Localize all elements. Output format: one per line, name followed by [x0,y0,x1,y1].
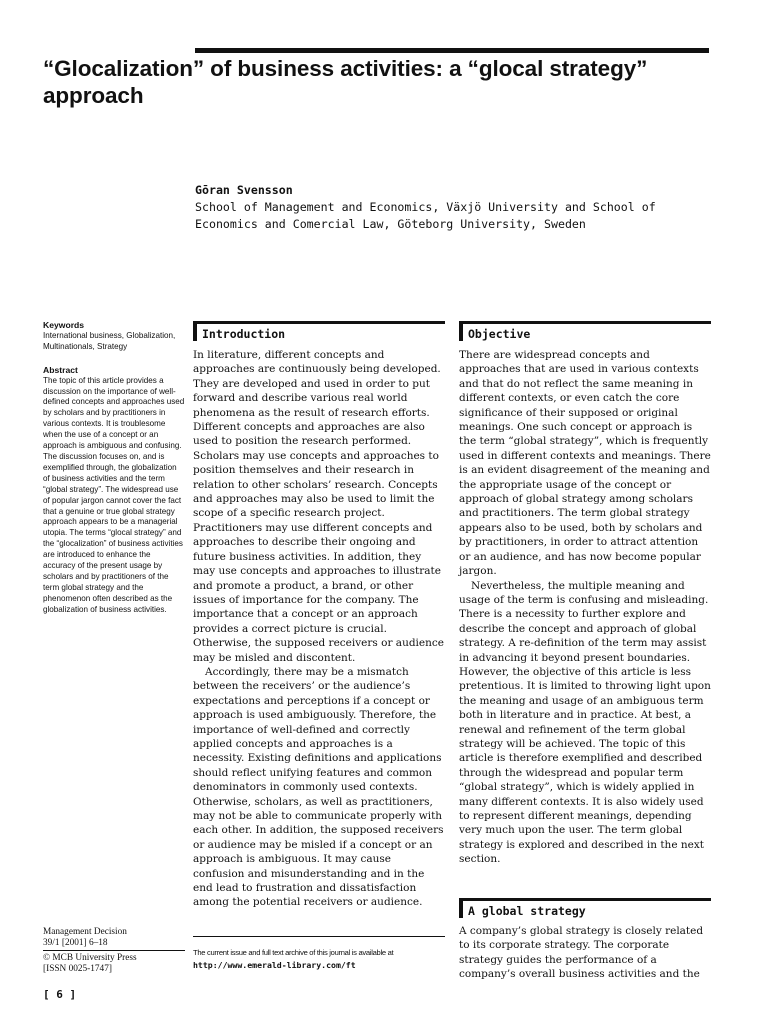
global-strategy-section [459,898,711,982]
article-title: “Glocalization” of business activities: a “glocal strategy” approach [43,56,648,108]
author-affiliation: School of Management and Economics, Växjö University and School of Economics and Comercial Law, Göteborg University, Sweden [195,200,656,231]
global-strategy-body [459,924,711,982]
objective-heading: Objective [459,321,711,341]
global-strategy-paragraph: A company’s global strategy is closely related to its corporate strategy. The corporate strategy guides the performance of a company’s overall business activities and the [459,925,704,981]
global-strategy-heading: A global strategy [459,898,711,918]
footer-archive-link[interactable]: http://www.emerald-library.com/ft [193,960,356,970]
sidebar [43,320,185,628]
introduction-paragraph: Accordingly, there may be a mismatch between the receivers’ or the audience’s expectations and perceptions if a concept or approach is used ambiguously. Therefore, the importance of well-defined and correctly applied concepts and approaches is a necessity. Existing definitions and applications should reflect unifying features and common denominators in commonly used contexts. Otherwise, scholars, as well as practitioners, may not be able to communicate properly with each other. In addition, the supposed receivers or audience may be misled if a concept or an approach is ambiguous. It may cause confusion and misunderstanding and in the end lead to frustration and dissatisfaction among the potential receivers or audience. [193,665,444,909]
introduction-heading: Introduction [193,321,445,341]
objective-body [459,348,711,867]
objective-paragraph: Nevertheless, the multiple meaning and usage of the term is confusing and misleading. There is a necessity to further explore and describe the concept and approach of global strategy. A re-definition of the term may assist in advancing it beyond present boundaries. However, the objective of this article is less pretentious. It is limited to throwing light upon the meaning and usage of an ambiguous term both in literature and in practice. At best, a renewal and refinement of the term global strategy will be achieved. The topic of this article is therefore exemplified and described through the widespread and popular term “global strategy”, which is widely applied in many different contexts. It is also widely used to represent different meanings, depending very much upon the user. The term global strategy is explored and described in the next section. [459,579,711,866]
page-number: [ 6 ] [43,988,77,1001]
abstract-text: The topic of this article provides a discussion on the importance of well-defined concepts and approaches used by scholars and by practitioners in various contexts. It is troublesome when the use of a concept or an approach is ambiguous and confusing. The discussion focuses on, and is exemplified through, the globalization of business activities and the term “global strategy”. The widespread use of popular jargon cannot cover the fact that a genuine or true global strategy approach appears to be a managerial utopia. The terms “glocal strategy” and the “glocalization” of business activities are introduced to enhance the accuracy of the present usage by scholars and by practitioners of the term global strategy and the phenomenon often described as the globalization of business activities. [43,375,185,614]
keywords-heading: Keywords [43,320,85,330]
journal-volume: 39/1 [2001] 6–18 [43,937,108,948]
introduction-body [193,348,445,910]
objective-section [459,321,711,867]
journal-publisher: © MCB University Press [43,953,137,963]
introduction-section [193,321,445,910]
author-name: Gōran Svensson [195,183,293,197]
journal-divider [43,950,185,951]
abstract-heading: Abstract [43,364,78,375]
objective-paragraph: There are widespread concepts and approaches that are used in various contexts and that do not reflect the same meaning in different contexts, or even catch the core significance of their supposed or original meanings. One such concept or approach is the term “global strategy”, which is frequently used in different contexts and meanings. There is an evident disagreement of the meaning and the appropriate usage of the concept or approach of global strategy among scholars and practitioners. The term global strategy appears also to be used, both by scholars and by practitioners, in order to attract attention or an audience, and has now become popular jargon. [459,349,711,578]
journal-info [43,927,185,974]
footer-archive-text: The current issue and full text archive of this journal is available at [193,948,394,957]
footer-archive-note [193,936,445,972]
title-rule [195,48,709,53]
journal-issn: [ISSN 0025-1747] [43,963,112,974]
journal-name: Management Decision [43,927,127,937]
introduction-paragraph: In literature, different concepts and approaches are continuously being developed. They are developed and used in order to put forward and describe various real world phenomena as the result of research efforts. Different concepts and approaches are also used to position the research performed. Scholars may use concepts and approaches to position themselves and their research in relation to other scholars’ research. Concepts and approaches may also be used to limit the scope of a specific research project. Practitioners may use different concepts and approaches to describe their ongoing and future business activities. In addition, they may use concepts and approaches to illustrate and promote a product, a brand, or other issues of importance for the company. The importance that a concept or an approach provides a correct picture is crucial. Otherwise, the supposed receivers or audience may be misled and discontent. [193,349,444,664]
keywords-text: International business, Globalization, Multinationals, Strategy [43,330,176,351]
author-block [195,182,715,233]
